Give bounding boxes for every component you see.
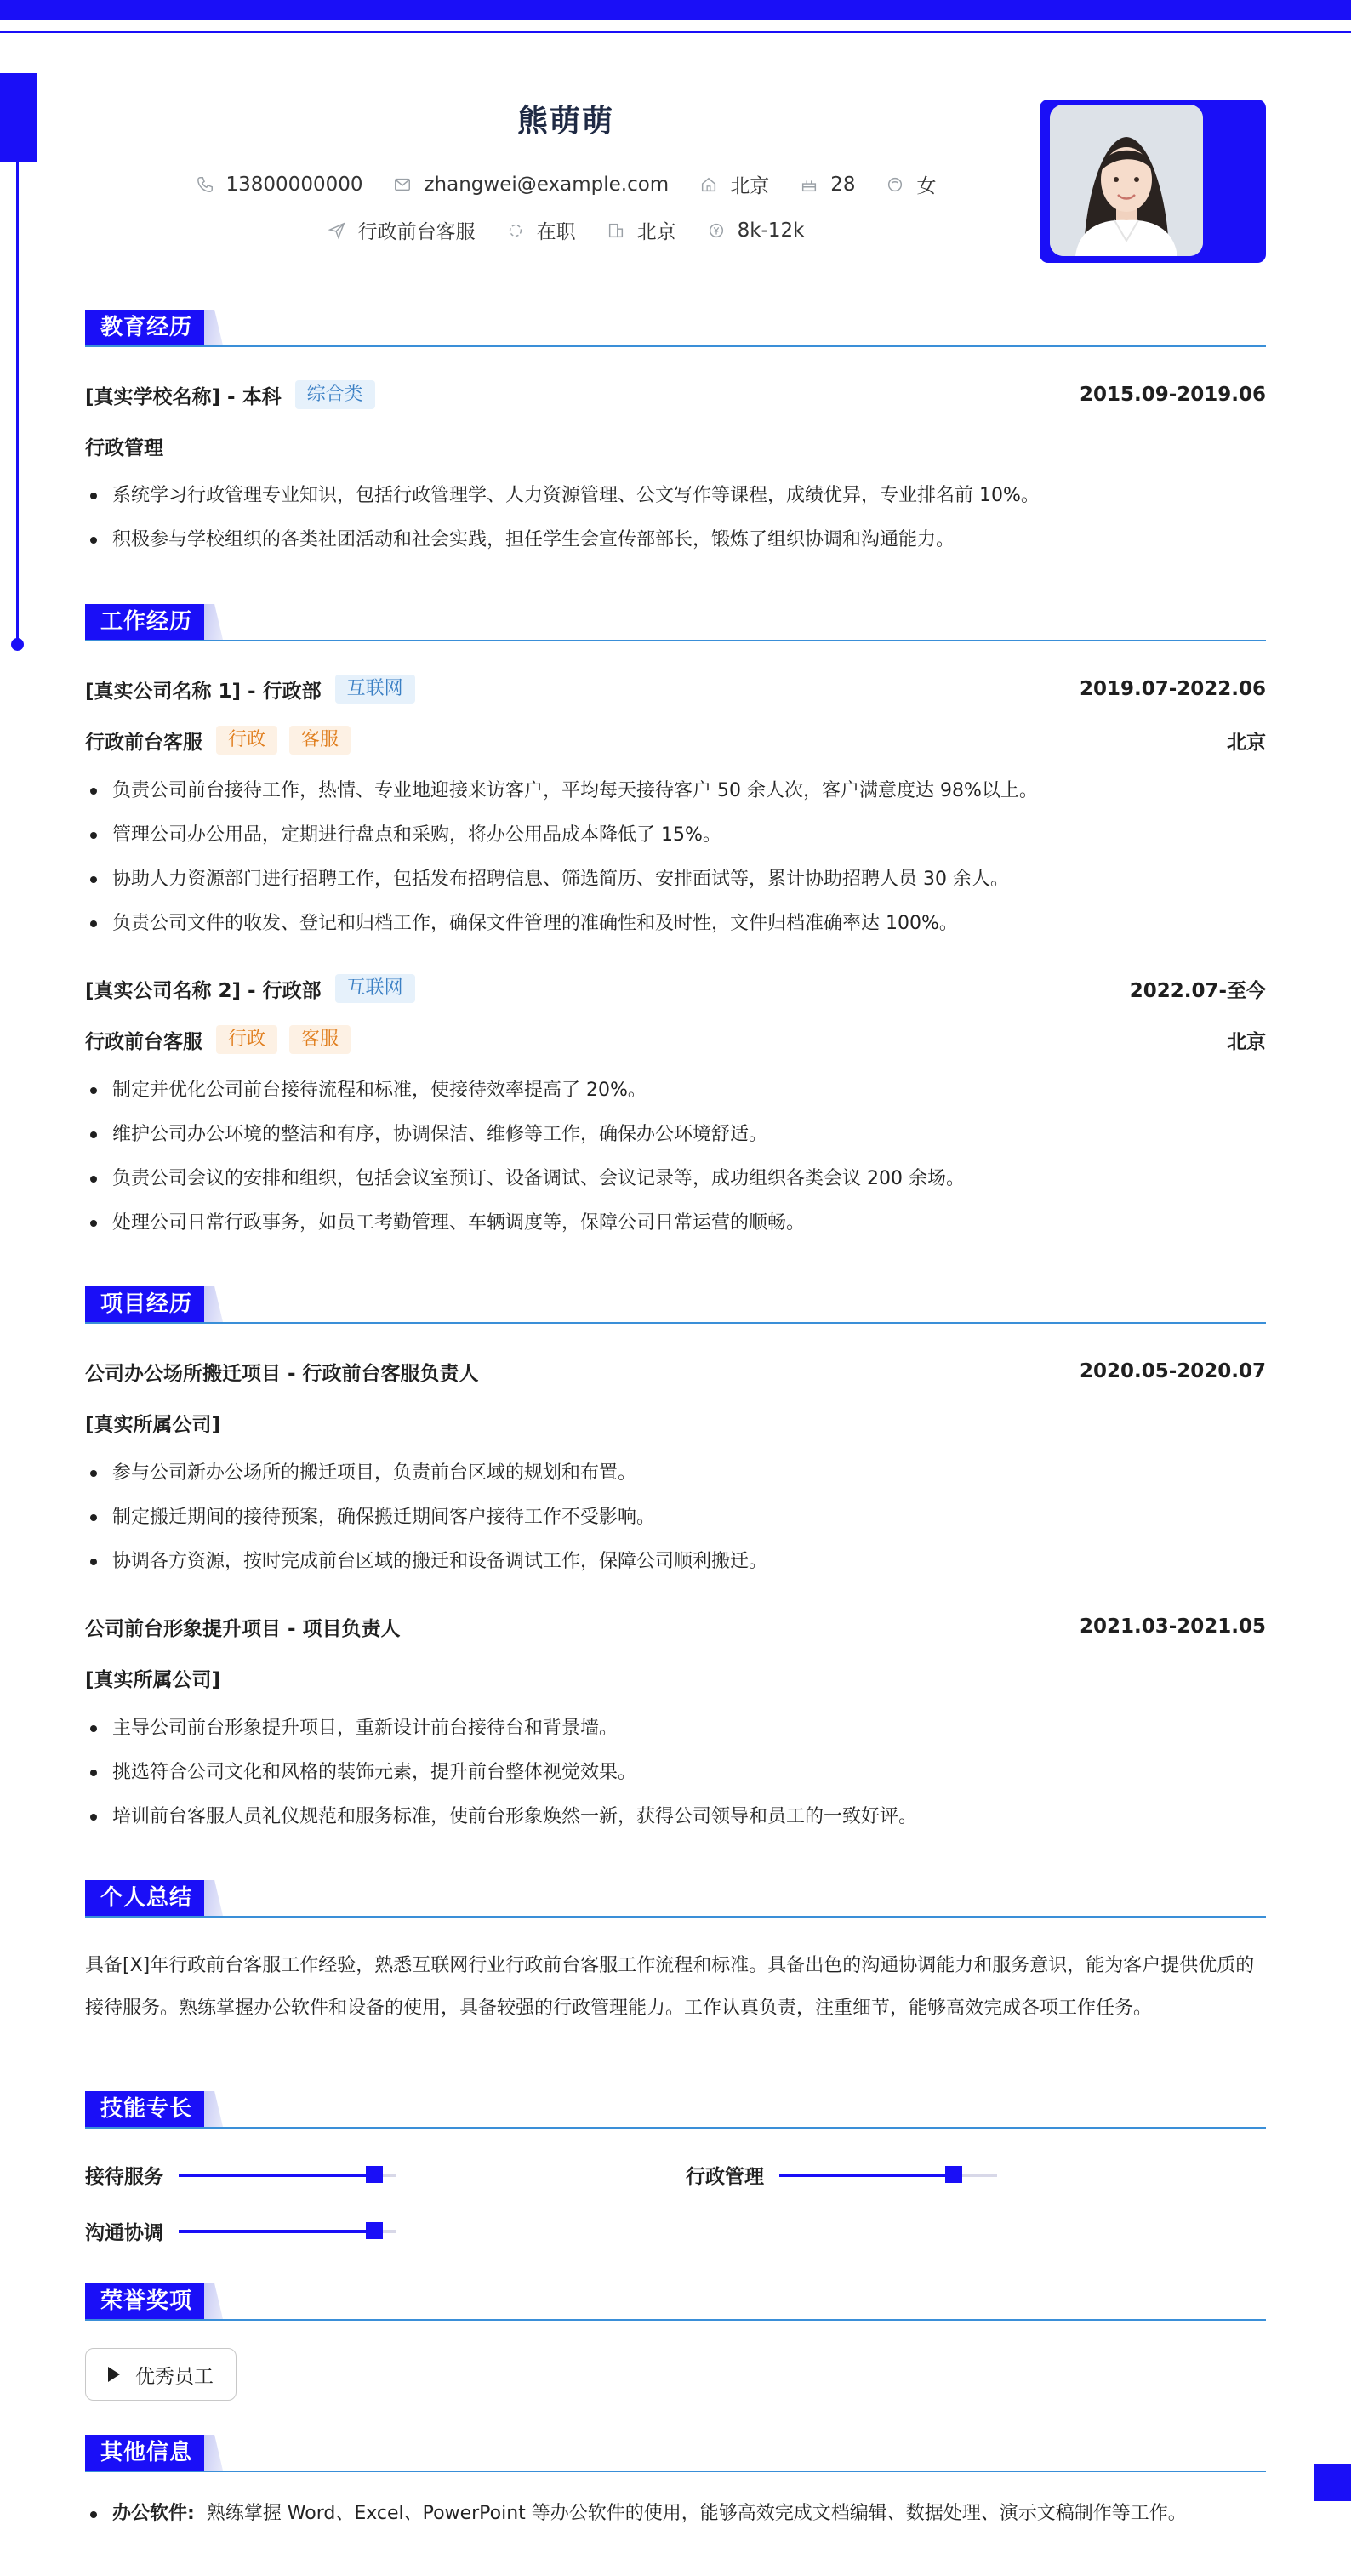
section-rule xyxy=(85,640,1266,641)
skill-item xyxy=(686,2161,997,2189)
email-text: zhangwei@example.com xyxy=(424,173,670,196)
skill-level-bar xyxy=(179,2174,396,2177)
section-rule xyxy=(85,2319,1266,2321)
section-work xyxy=(85,604,1266,643)
project-1-company-row xyxy=(85,1407,1266,1438)
list-item: 协调各方资源，按时完成前台区域的搬迁和设备调试工作，保障公司顺利搬迁。 xyxy=(85,1540,1266,1584)
play-icon xyxy=(108,2367,120,2382)
candidate-name: 熊萌萌 xyxy=(516,104,614,139)
other-info-text xyxy=(85,2496,1266,2532)
school-type-badge: 综合类 xyxy=(295,380,375,409)
role-name: 行政前台客服 xyxy=(85,731,202,754)
skill-level-fill xyxy=(779,2174,954,2177)
age-text: 28 xyxy=(830,173,856,196)
skill-level-handle xyxy=(366,2222,383,2239)
list-item: 协助人力资源部门进行招聘工作，包括发布招聘信息、筛选简历、安排面试等，累计协助招聘人员 30 余人。 xyxy=(85,858,1266,902)
title-fade-decoration xyxy=(204,2435,223,2471)
position-text: 行政前台客服 xyxy=(357,221,476,243)
title-fade-decoration xyxy=(204,1286,223,1322)
other-info-label: 办公软件: xyxy=(112,2503,195,2524)
education-bullets xyxy=(85,474,1266,562)
job-1-bullets xyxy=(85,769,1266,946)
job-date: 2022.07-至今 xyxy=(1129,979,1266,1002)
job-1-role-row xyxy=(85,725,1266,755)
education-date: 2015.09-2019.06 xyxy=(1079,384,1266,406)
position-item xyxy=(328,216,476,244)
project-1-bullets xyxy=(85,1451,1266,1584)
project-2-header-row xyxy=(85,1610,1266,1644)
summary-text: 具备[X]年行政前台客服工作经验，熟悉互联网行业行政前台客服工作流程和标准。具备出色的沟通协调能力和服务意识，能为客户提供优质的接待服务。熟练掌握办公软件和设备的使用，具备较强的行政管理能力。工作认真负责，注重细节，能够高效完成各项工作任务。 xyxy=(85,1955,1255,2019)
list-item: 管理公司办公用品，定期进行盘点和采购，将办公用品成本降低了 15%。 xyxy=(85,813,1266,858)
list-item: 系统学习行政管理专业知识，包括行政管理学、人力资源管理、公文写作等课程，成绩优异，专业排名前 10%。 xyxy=(85,474,1266,518)
company-name: [真实公司名称 1] - 行政部 xyxy=(85,680,322,703)
list-item: 参与公司新办公场所的搬迁项目，负责前台区域的规划和布置。 xyxy=(85,1451,1266,1496)
section-projects-title: 项目经历 xyxy=(85,1286,208,1322)
title-fade-decoration xyxy=(204,2091,223,2127)
section-education xyxy=(85,310,1266,349)
skill-name: 沟通协调 xyxy=(85,2222,163,2244)
section-rule xyxy=(85,1916,1266,1918)
list-item: 制定搬迁期间的接待预案，确保搬迁期间客户接待工作不受影响。 xyxy=(85,1496,1266,1540)
skill-item xyxy=(85,2161,396,2189)
award-name: 优秀员工 xyxy=(135,2365,214,2388)
section-other xyxy=(85,2435,1266,2474)
list-item: 负责公司前台接待工作，热情、专业地迎接来访客户，平均每天接待客户 50 余人次，客户满意度达 98%以上。 xyxy=(85,769,1266,813)
job-1-header-row xyxy=(85,672,1266,706)
title-fade-decoration xyxy=(204,2283,223,2319)
role-tag: 客服 xyxy=(289,726,351,755)
project-name: 公司前台形象提升项目 - 项目负责人 xyxy=(85,1617,401,1640)
phone-icon xyxy=(196,175,214,194)
skill-name: 接待服务 xyxy=(85,2166,163,2188)
cake-icon xyxy=(800,175,818,194)
list-item: 制定并优化公司前台接待流程和标准，使接待效率提高了 20%。 xyxy=(85,1069,1266,1113)
role-tag: 客服 xyxy=(289,1025,351,1054)
salary-text: 8k-12k xyxy=(737,219,805,242)
list-item: 培训前台客服人员礼仪规范和服务标准，使前台形象焕然一新，获得公司领导和员工的一致好评。 xyxy=(85,1795,1266,1839)
contact-row xyxy=(0,170,1132,198)
home-icon xyxy=(699,175,718,194)
section-summary-title: 个人总结 xyxy=(85,1880,208,1916)
project-2-company-row xyxy=(85,1662,1266,1693)
list-item: 负责公司会议的安排和组织，包括会议室预订、设备调试、会议记录等，成功组织各类会议 200 余场。 xyxy=(85,1157,1266,1201)
section-other-title: 其他信息 xyxy=(85,2435,208,2471)
school-name: [真实学校名称] - 本科 xyxy=(85,385,282,408)
gender-text: 女 xyxy=(916,175,937,197)
target-city-item xyxy=(607,216,676,244)
city-item xyxy=(699,170,769,198)
skill-level-bar xyxy=(179,2230,396,2233)
project-company: [真实所属公司] xyxy=(85,1668,221,1691)
photo-frame xyxy=(1040,100,1266,263)
award-chip xyxy=(85,2348,237,2401)
title-fade-decoration xyxy=(204,310,223,345)
section-rule xyxy=(85,1322,1266,1324)
list-item: 积极参与学校组织的各类社团活动和社会实践，担任学生会宣传部部长，锻炼了组织协调和沟通能力。 xyxy=(85,518,1266,562)
list-item: 维护公司办公环境的整洁和有序，协调保洁、维修等工作，确保办公环境舒适。 xyxy=(85,1113,1266,1157)
status-text: 在职 xyxy=(536,221,576,243)
top-accent-bar xyxy=(0,0,1351,20)
major-name: 行政管理 xyxy=(85,436,163,459)
gender-item xyxy=(886,170,936,198)
left-timeline-dot xyxy=(11,638,24,651)
list-item: 处理公司日常行政事务，如员工考勤管理、车辆调度等，保障公司日常运营的顺畅。 xyxy=(85,1201,1266,1245)
section-skills xyxy=(85,2091,1266,2130)
profile-photo xyxy=(1050,105,1203,256)
company-name: [真实公司名称 2] - 行政部 xyxy=(85,979,322,1002)
phone-text: 13800000000 xyxy=(225,173,363,196)
corner-accent-block xyxy=(1314,2464,1351,2501)
bullet-dot xyxy=(90,2511,97,2518)
project-1-header-row xyxy=(85,1354,1266,1388)
salary-item xyxy=(707,219,805,242)
job-intent-row xyxy=(0,216,1132,244)
industry-badge: 互联网 xyxy=(335,675,415,704)
project-date: 2021.03-2021.05 xyxy=(1079,1616,1266,1638)
job-location: 北京 xyxy=(1227,731,1266,754)
skill-level-bar xyxy=(779,2174,997,2177)
section-rule xyxy=(85,2127,1266,2129)
skill-level-handle xyxy=(366,2166,383,2183)
section-awards-title: 荣誉奖项 xyxy=(85,2283,208,2319)
email-item xyxy=(393,174,669,196)
title-fade-decoration xyxy=(204,604,223,640)
mail-icon xyxy=(393,175,412,194)
role-tag: 行政 xyxy=(216,1025,277,1054)
role-tag: 行政 xyxy=(216,726,277,755)
industry-badge: 互联网 xyxy=(335,974,415,1003)
job-2-role-row xyxy=(85,1024,1266,1055)
skill-name: 行政管理 xyxy=(686,2166,764,2188)
list-item: 负责公司文件的收发、登记和归档工作，确保文件管理的准确性和及时性，文件归档准确率达 100%。 xyxy=(85,902,1266,946)
gender-icon xyxy=(886,175,904,194)
project-2-bullets xyxy=(85,1707,1266,1839)
project-company: [真实所属公司] xyxy=(85,1413,221,1436)
status-item xyxy=(506,216,576,244)
list-item: 主导公司前台形象提升项目，重新设计前台接待台和背景墙。 xyxy=(85,1707,1266,1751)
phone-item xyxy=(196,174,363,196)
top-accent-line xyxy=(0,31,1351,33)
education-major-row xyxy=(85,430,1266,461)
section-skills-title: 技能专长 xyxy=(85,2091,208,2127)
job-date: 2019.07-2022.06 xyxy=(1079,678,1266,700)
city-text: 北京 xyxy=(730,175,770,197)
section-rule xyxy=(85,345,1266,347)
section-work-title: 工作经历 xyxy=(85,604,208,640)
job-2-bullets xyxy=(85,1069,1266,1245)
job-location: 北京 xyxy=(1227,1030,1266,1053)
list-item: 挑选符合公司文化和风格的装饰元素，提升前台整体视觉效果。 xyxy=(85,1751,1266,1795)
money-icon xyxy=(707,221,726,240)
other-info-value: 熟练掌握 Word、Excel、PowerPoint 等办公软件的使用，能够高效完成文档编辑、数据处理、演示文稿制作等工作。 xyxy=(206,2503,1187,2524)
skill-level-fill xyxy=(179,2174,374,2177)
project-date: 2020.05-2020.07 xyxy=(1079,1360,1266,1382)
building-icon xyxy=(607,221,625,240)
skill-level-handle xyxy=(945,2166,962,2183)
section-summary xyxy=(85,1880,1266,1919)
status-icon xyxy=(506,221,525,240)
section-awards xyxy=(85,2283,1266,2322)
title-fade-decoration xyxy=(204,1880,223,1916)
skill-level-fill xyxy=(179,2230,374,2233)
role-name: 行政前台客服 xyxy=(85,1030,202,1053)
skill-item xyxy=(85,2217,396,2245)
project-name: 公司办公场所搬迁项目 - 行政前台客服负责人 xyxy=(85,1362,479,1385)
target-city-text: 北京 xyxy=(636,221,676,243)
section-projects xyxy=(85,1286,1266,1325)
age-item xyxy=(800,174,855,196)
other-info-item xyxy=(85,2496,1266,2532)
send-icon xyxy=(328,221,346,240)
job-2-header-row xyxy=(85,972,1266,1006)
section-rule xyxy=(85,2471,1266,2472)
section-education-title: 教育经历 xyxy=(85,310,208,345)
education-header-row xyxy=(85,378,1266,412)
